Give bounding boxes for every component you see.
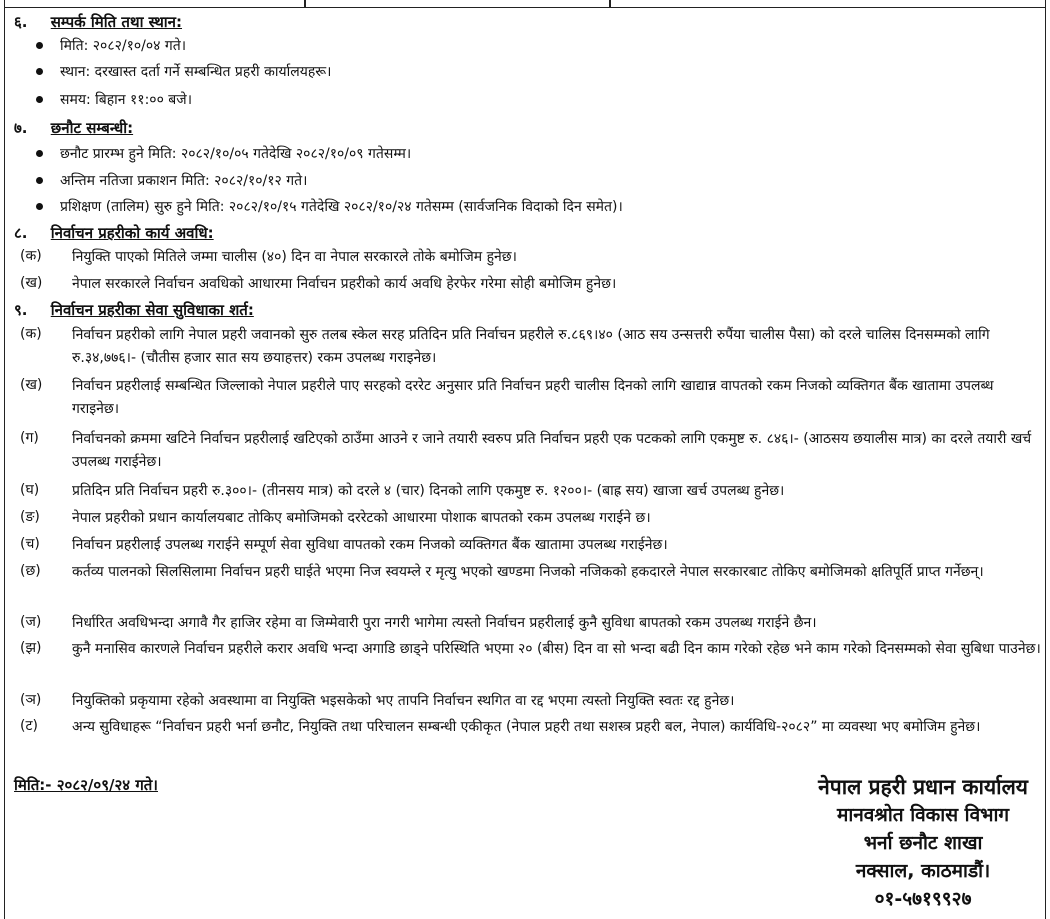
bullet-icon — [36, 203, 43, 210]
item-text: नेपाल सरकारले निर्वाचन अवधिको आधारमा निर्वाचन प्रहरीको कार्य अवधि हेरफेर गरेमा सोही बमोजिम हुनेछ। — [72, 276, 617, 292]
section-7-heading — [14, 118, 133, 138]
section-number: ७. — [14, 119, 28, 137]
office-name: नेपाल प्रहरी प्रधान कार्यालय — [818, 775, 1028, 799]
list-item — [60, 171, 307, 190]
list-item — [60, 197, 623, 216]
item-marker: (झ) — [20, 640, 42, 656]
item-text: कुनै मनासिव कारणले निर्वाचन प्रहरीले करार अवधि भन्दा अगाडि छाड्ने परिस्थिति भएमा २० (बीस) दिन वा सो भन्दा बढी दिन काम गरेको रहेछ भने काम गरेको दिनसम्मको सेवा सुबिधा पाउनेछ। — [72, 641, 1041, 657]
item-marker: (ग) — [20, 430, 39, 446]
department-name: मानवश्रोत विकास विभाग — [836, 804, 1010, 826]
item-marker: (क) — [20, 326, 42, 342]
item-text: नेपाल प्रहरीको प्रधान कार्यालयबाट तोकिए बमोजिमको दररेटको आधारमा पोशाक बापतको रकम उपलब्ध गराईने छ। — [72, 510, 651, 526]
section-8-heading — [14, 223, 214, 243]
date-text: मिति:- २०८२/०९/२४ गते। — [14, 776, 158, 794]
section-9-heading — [14, 300, 254, 320]
item-text: निर्वाचन प्रहरीलाई उपलब्ध गराईने सम्पूर्ण सेवा सुविधा वापतको रकम निजको व्यक्तिगत बैंक खातामा उपलब्ध गराईनेछ। — [72, 537, 668, 553]
list-item — [60, 62, 332, 81]
list-item-text: अन्तिम नतिजा प्रकाशन मिति: २०८२/१०/१२ गते। — [60, 173, 308, 189]
item-text: कर्तव्य पालनको सिलसिलामा निर्वाचन प्रहरी घाईते भएमा निज स्वयम्ले र मृत्यु भएको खण्डमा निजको नजिकको हकदारले नेपाल सरकारबाट तोकिए बमोजिमको क्षतिपूर्ति प्राप्त गर्नेछन्। — [72, 564, 984, 580]
item-marker: (ज) — [20, 614, 42, 630]
item-marker: (क) — [20, 248, 42, 264]
item-text: नियुक्ति पाएको मितिले जम्मा चालीस (४०) दिन वा नेपाल सरकारले तोके बमोजिम हुनेछ। — [72, 249, 517, 265]
item-marker: (ख) — [20, 377, 43, 393]
list-item-text: स्थान: दरखास्त दर्ता गर्ने सम्बन्धित प्रहरी कार्यालयहरू। — [60, 64, 332, 80]
item-marker: (घ) — [20, 482, 40, 498]
list-item-text: छनौट प्रारम्भ हुने मिति: २०८२/१०/०५ गतेदेखि २०८२/१०/०९ गतेसम्म। — [60, 146, 412, 162]
section-number: ६. — [14, 13, 28, 31]
section-number: ८. — [14, 224, 28, 242]
section-name: भर्ना छनौट शाखा — [863, 832, 983, 854]
section-6-heading — [14, 12, 182, 32]
list-item — [60, 36, 186, 55]
bullet-icon — [36, 68, 43, 75]
item-marker: (छ) — [20, 563, 41, 579]
item-marker: (ङ) — [20, 509, 40, 525]
section-title: निर्वाचन प्रहरीको कार्य अवधि: — [50, 224, 214, 242]
item-marker: (ट) — [20, 718, 38, 734]
item-marker: (ञ) — [20, 692, 42, 708]
bullet-icon — [36, 177, 43, 184]
item-marker: (ख) — [20, 275, 43, 291]
item-text: निर्वाचन प्रहरीको लागि नेपाल प्रहरी जवानको सुरु तलब स्केल सरह प्रतिदिन प्रति निर्वाचन प्रहरीले रु.८६९।४० (आठ सय उन्सत्तरी रुपैंया चालीस पैसा) को दरले चालिस दिनसम्मको लागि रु.३४,७७६।- (चौतीस हजार सात सय छयाहत्तर) रकम उपलब्ध गराइनेछ। — [72, 327, 990, 366]
list-item-text: मिति: २०८२/१०/०४ गते। — [60, 38, 187, 54]
phone-number: ०१-५७१९९२७ — [874, 888, 972, 910]
item-text: निर्वाचनको क्रममा खटिने निर्वाचन प्रहरीलाई खटिएको ठाउँमा आउने र जाने तयारी स्वरुप प्रति निर्वाचन प्रहरी एक पटकको लागि एकमुष्ट रु. ८४६।- (आठसय छयालीस मात्र) का दरले तयारी खर्च उपलब्ध गराईनेछ। — [72, 431, 1032, 470]
section-title: निर्वाचन प्रहरीका सेवा सुविधाका शर्त: — [50, 301, 254, 319]
section-number: ९. — [14, 301, 28, 319]
item-text: निर्वाचन प्रहरीलाई सम्बन्धित जिल्लाको नेपाल प्रहरीले पाए सरहको दररेट अनुसार प्रति निर्वाचन प्रहरी चालीस दिनको लागि खाद्यान्न वापतको रकम निजको व्यक्तिगत बैंक खातामा उपलब्ध गराइनेछ। — [72, 378, 994, 417]
notice-date — [14, 775, 158, 795]
list-item — [60, 90, 192, 109]
list-item-text: प्रशिक्षण (तालिम) सुरु हुने मिति: २०८२/१०/१५ गतेदेखि २०८२/१०/२४ गतेसम्म (सार्वजनिक विदाको दिन समेत)। — [60, 199, 623, 215]
office-address: नक्साल, काठमाडौं। — [855, 860, 991, 882]
item-text: नियुक्तिको प्रकृयामा रहेको अवस्थामा वा नियुक्ति भइसकेको भए तापनि निर्वाचन स्थगित वा रद्द भएमा त्यस्तो नियुक्ति स्वतः रद्द हुनेछ। — [72, 693, 735, 709]
bullet-icon — [36, 96, 43, 103]
item-text: प्रतिदिन प्रति निर्वाचन प्रहरी रु.३००।- (तीनसय मात्र) को दरले ४ (चार) दिनको लागि एकमुष्ट रु. १२००।- (बाह्र सय) खाजा खर्च उपलब्ध हुनेछ। — [72, 483, 785, 499]
item-text: अन्य सुविधाहरू “निर्वाचन प्रहरी भर्ना छनौट, नियुक्ति तथा परिचालन सम्बन्धी एकीकृत (नेपाल प्रहरी तथा सशस्त्र प्रहरी बल, नेपाल) कार्यविधि-२०८२” मा व्यवस्था भए बमोजिम हुनेछ। — [72, 719, 981, 735]
signature-block — [818, 773, 1028, 913]
item-marker: (च) — [20, 536, 40, 552]
section-title: सम्पर्क मिति तथा स्थान: — [50, 13, 183, 31]
bullet-icon — [36, 42, 43, 49]
list-item — [60, 144, 411, 163]
section-title: छनौट सम्बन्धी: — [50, 119, 134, 137]
bullet-icon — [36, 150, 43, 157]
list-item-text: समय: बिहान ११:०० बजे। — [60, 92, 192, 108]
item-text: निर्धारित अवधिभन्दा अगावै गैर हाजिर रहेमा वा जिम्मेवारी पुरा नगरी भागेमा त्यस्तो निर्वाचन प्रहरीलाई कुनै सुविधा बापतको रकम उपलब्ध गराईने छैन। — [72, 615, 817, 631]
